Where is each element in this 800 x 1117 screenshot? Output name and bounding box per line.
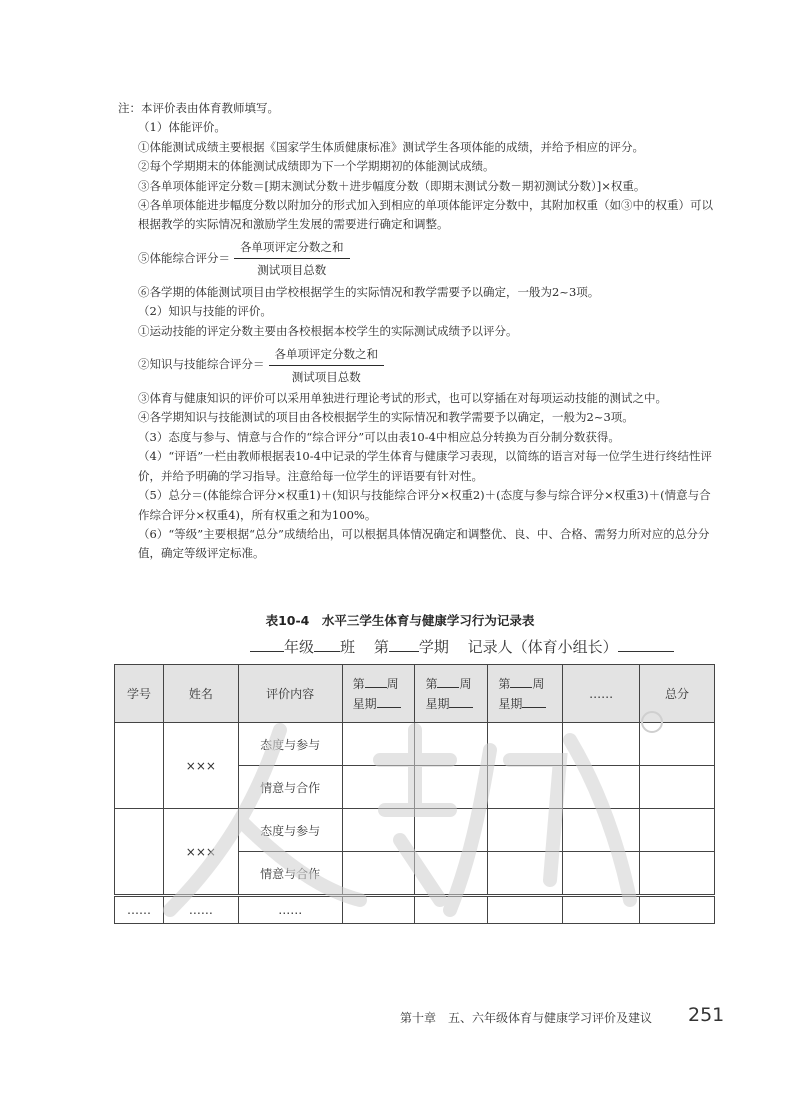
table-header-row bbox=[115, 665, 715, 723]
notes-intro: 注：本评价表由体育教师填写。 bbox=[118, 101, 279, 115]
table-cell[interactable] bbox=[488, 896, 563, 924]
section-6: （6）“等级”主要根据“总分”成绩给出，可以根据具体情况确定和调整优、良、中、合格、需努力所对应的总分分值，确定等级评定标准。 bbox=[138, 526, 710, 561]
table-cell[interactable] bbox=[640, 896, 715, 924]
table-cell[interactable] bbox=[640, 766, 715, 809]
student-2-id-cell[interactable] bbox=[115, 809, 164, 896]
table-cell[interactable] bbox=[488, 852, 563, 896]
term-prefix: 第 bbox=[373, 638, 389, 656]
term-blank[interactable] bbox=[389, 637, 419, 652]
header-student-id: 学号 bbox=[115, 665, 164, 723]
table-cell[interactable] bbox=[415, 723, 488, 766]
table-cell[interactable] bbox=[342, 766, 415, 809]
section-5: （5）总分＝(体能综合评分×权重1)＋(知识与技能综合评分×权重2)＋(态度与参与综合评分×权重3)＋(情意与合作综合评分×权重4)，所有权重之和为100%。 bbox=[138, 488, 711, 522]
table-subtitle bbox=[250, 636, 674, 657]
table-row bbox=[115, 723, 715, 766]
skills-fraction bbox=[269, 345, 385, 386]
more-name: …… bbox=[163, 896, 238, 924]
more-id: …… bbox=[115, 896, 164, 924]
table-cell[interactable] bbox=[640, 852, 715, 896]
page-number: 251 bbox=[688, 1004, 725, 1026]
week-2-zhou: 周 bbox=[459, 676, 472, 691]
header-name: 姓名 bbox=[163, 665, 238, 723]
grade-blank[interactable] bbox=[250, 637, 284, 652]
table-cell[interactable] bbox=[415, 896, 488, 924]
student-1-id-cell[interactable] bbox=[115, 723, 164, 809]
week-3-di: 第 bbox=[498, 676, 511, 691]
student-2-attitude-label: 态度与参与 bbox=[238, 809, 342, 852]
table-cell[interactable] bbox=[640, 809, 715, 852]
student-1-name: ××× bbox=[163, 723, 238, 809]
weekday-1-blank[interactable] bbox=[377, 695, 401, 708]
week-1-blank[interactable] bbox=[365, 675, 387, 688]
table-cell[interactable] bbox=[415, 766, 488, 809]
table-cell[interactable] bbox=[342, 852, 415, 896]
skills-denominator: 测试项目总数 bbox=[291, 369, 361, 384]
week-1-zhou: 周 bbox=[386, 676, 399, 691]
fitness-fraction bbox=[234, 238, 350, 279]
header-week-1 bbox=[342, 665, 415, 723]
section-2-title: （2）知识与技能的评价。 bbox=[138, 304, 272, 319]
student-2-cooperation-label: 情意与合作 bbox=[238, 852, 342, 896]
chapter-footer: 第十章 五、六年级体育与健康学习评价及建议 bbox=[400, 1011, 653, 1025]
table-caption: 表10-4 水平三学生体育与健康学习行为记录表 bbox=[265, 613, 535, 628]
table-cell[interactable] bbox=[563, 896, 640, 924]
header-content: 评价内容 bbox=[238, 665, 342, 723]
table-cell[interactable] bbox=[488, 766, 563, 809]
class-blank[interactable] bbox=[314, 637, 340, 652]
table-cell[interactable] bbox=[488, 809, 563, 852]
week-2-weekday: 星期 bbox=[425, 696, 450, 711]
table-cell[interactable] bbox=[563, 723, 640, 766]
fitness-numerator: 各单项评定分数之和 bbox=[234, 238, 350, 259]
section-1-item-1: ①体能测试成绩主要根据《国家学生体质健康标准》测试学生各项体能的成绩，并给予相应的评分。 bbox=[138, 139, 644, 154]
week-1-di: 第 bbox=[352, 676, 365, 691]
fitness-formula-label: ⑤体能综合评分＝ bbox=[138, 251, 230, 266]
weekday-2-blank[interactable] bbox=[449, 695, 473, 708]
recorder-label: 记录人（体育小组长） bbox=[467, 638, 618, 656]
week-3-weekday: 星期 bbox=[498, 696, 523, 711]
week-3-blank[interactable] bbox=[510, 675, 532, 688]
section-2-item-1: ①运动技能的评定分数主要由各校根据本校学生的实际测试成绩予以评分。 bbox=[138, 323, 518, 338]
table-cell[interactable] bbox=[488, 723, 563, 766]
table-cell[interactable] bbox=[563, 766, 640, 809]
week-3-zhou: 周 bbox=[532, 676, 545, 691]
section-1-item-3: ③各单项体能评定分数＝[期末测试分数＋进步幅度分数（即期末测试分数－期初测试分数）]×权重。 bbox=[138, 178, 646, 193]
week-2-di: 第 bbox=[425, 676, 438, 691]
term-label: 学期 bbox=[418, 638, 449, 656]
table-cell[interactable] bbox=[342, 809, 415, 852]
week-1-weekday: 星期 bbox=[352, 696, 377, 711]
table-row-more bbox=[115, 896, 715, 924]
skills-formula bbox=[118, 343, 718, 387]
section-1-item-6: ⑥各学期的体能测试项目由学校根据学生的实际情况和教学需要予以确定，一般为2~3项。 bbox=[138, 284, 600, 299]
fitness-denominator: 测试项目总数 bbox=[257, 263, 327, 278]
table-cell[interactable] bbox=[415, 809, 488, 852]
table-cell[interactable] bbox=[563, 809, 640, 852]
section-1-item-4: ④各单项体能进步幅度分数以附加分的形式加入到相应的单项体能评定分数中，其附加权重（如③中的权重）可以根据教学的实际情况和激励学生发展的需要进行确定和调整。 bbox=[138, 198, 713, 232]
header-week-3 bbox=[488, 665, 563, 723]
class-label: 班 bbox=[340, 638, 356, 656]
table-cell[interactable] bbox=[415, 852, 488, 896]
more-content: …… bbox=[238, 896, 342, 924]
section-2-item-4: ④各学期知识与技能测试的项目由各校根据学生的实际情况和教学需要予以确定，一般为2~3项。 bbox=[138, 410, 634, 425]
student-2-name: ××× bbox=[163, 809, 238, 896]
table-cell[interactable] bbox=[342, 723, 415, 766]
section-2-item-3: ③体育与健康知识的评价可以采用单独进行理论考试的形式，也可以穿插在对每项运动技能的测试之中。 bbox=[138, 391, 667, 406]
fitness-formula bbox=[118, 237, 718, 281]
grade-label: 年级 bbox=[284, 638, 315, 656]
recorder-blank[interactable] bbox=[618, 637, 674, 652]
header-more-weeks: …… bbox=[563, 665, 640, 723]
table-cell[interactable] bbox=[563, 852, 640, 896]
skills-numerator: 各单项评定分数之和 bbox=[269, 345, 385, 366]
assessment-notes bbox=[118, 99, 718, 564]
week-2-blank[interactable] bbox=[437, 675, 459, 688]
table-cell[interactable] bbox=[640, 723, 715, 766]
skills-formula-label: ②知识与技能综合评分＝ bbox=[138, 357, 265, 372]
section-1-item-2: ②每个学期期末的体能测试成绩即为下一个学期期初的体能测试成绩。 bbox=[138, 159, 495, 174]
table-cell[interactable] bbox=[342, 896, 415, 924]
record-table bbox=[114, 664, 715, 924]
student-1-attitude-label: 态度与参与 bbox=[238, 723, 342, 766]
table-row bbox=[115, 809, 715, 852]
header-week-2 bbox=[415, 665, 488, 723]
weekday-3-blank[interactable] bbox=[522, 695, 546, 708]
section-1-title: （1）体能评价。 bbox=[138, 120, 226, 135]
student-1-cooperation-label: 情意与合作 bbox=[238, 766, 342, 809]
header-total: 总分 bbox=[640, 665, 715, 723]
section-4: （4）“评语”一栏由教师根据表10-4中记录的学生体育与健康学习表现，以简练的语言对每一位学生进行终结性评价，并给予明确的学习指导。注意给每一位学生的评语要有针对性。 bbox=[138, 449, 712, 483]
section-3: （3）态度与参与、情意与合作的“综合评分”可以由表10-4中相应总分转换为百分制分数获得。 bbox=[138, 429, 620, 444]
